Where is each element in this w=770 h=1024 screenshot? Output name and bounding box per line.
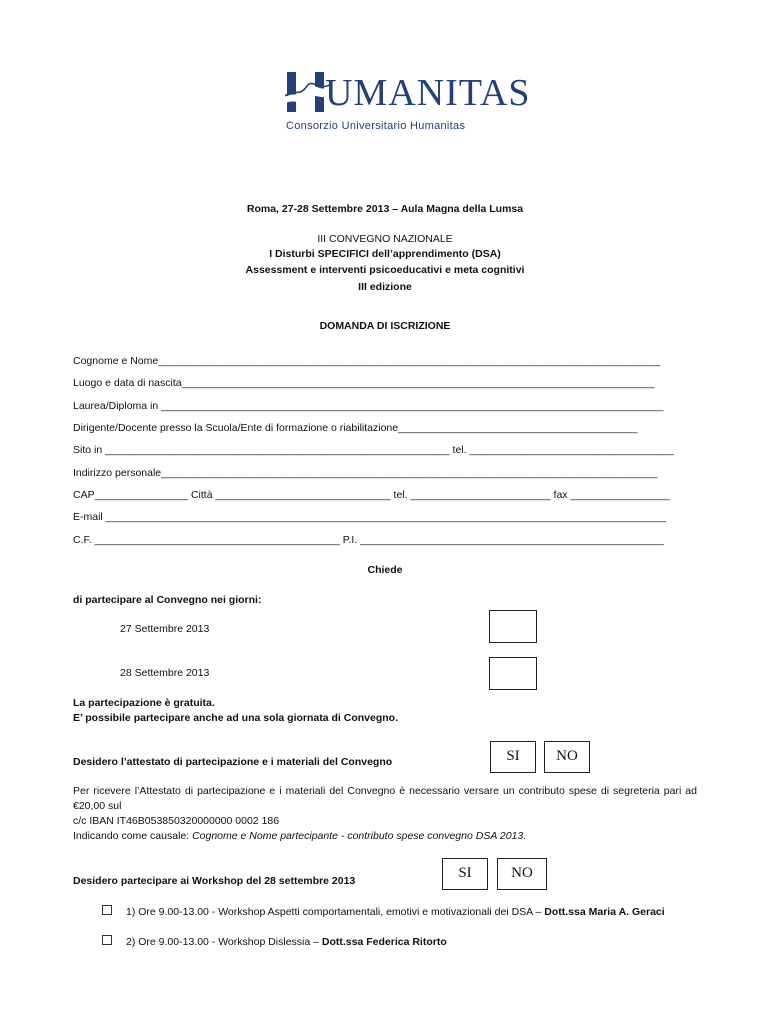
logo-subtitle: Consorzio Universitario Humanitas	[286, 120, 466, 132]
causale-value: Cognome e Nome partecipante - contributo spese convegno DSA 2013.	[192, 830, 527, 842]
workshop-1-speaker: Dott.ssa Maria A. Geraci	[544, 906, 665, 918]
field-indirizzo[interactable]: Indirizzo personale_____________________________________________________________________________________	[73, 467, 658, 479]
free-note: La partecipazione è gratuita.	[73, 697, 215, 709]
iban-line: c/c IBAN IT46B053850320000000 0002 186	[73, 815, 280, 827]
convegno-line: III CONVEGNO NAZIONALE	[317, 233, 453, 245]
logo-wordmark: UMANITAS	[325, 72, 531, 114]
day2-checkbox[interactable]	[489, 657, 537, 690]
workshop-2-checkbox[interactable]	[102, 935, 112, 945]
field-email[interactable]: E-mail ________________________________________________________________________________________________	[73, 511, 667, 523]
field-nascita[interactable]: Luogo e data di nascita_________________________________________________________________________________	[73, 377, 655, 389]
workshop-2-text: 2) Ore 9.00-13.00 - Workshop Dislessia –	[126, 936, 322, 948]
certificate-no-button[interactable]: NO	[544, 741, 590, 773]
chiede-heading: Chiede	[367, 564, 403, 576]
workshop-item-1	[102, 905, 702, 920]
day1-label: 27 Settembre 2013	[120, 623, 210, 635]
workshop-item-2	[102, 935, 702, 950]
field-sito-tel[interactable]: Sito in ___________________________________________________________ tel. ___________________________________	[73, 444, 674, 456]
field-cf-pi[interactable]: C.F. __________________________________________ P.I. ____________________________________________________	[73, 534, 664, 546]
participate-label: di partecipare al Convegno nei giorni:	[73, 594, 262, 606]
day2-label: 28 Settembre 2013	[120, 667, 210, 679]
certificate-si-button[interactable]: SI	[490, 741, 536, 773]
day1-checkbox[interactable]	[489, 610, 537, 643]
workshop-si-button[interactable]: SI	[442, 858, 488, 890]
form-title: DOMANDA DI ISCRIZIONE	[319, 320, 451, 332]
field-nome[interactable]: Cognome e Nome______________________________________________________________________________________	[73, 355, 661, 367]
certificate-question: Desidero l’attestato di partecipazione e i materiali del Convegno	[73, 756, 393, 768]
event-line: Roma, 27-28 Settembre 2013 – Aula Magna della Lumsa	[246, 203, 524, 215]
field-dirigente[interactable]: Dirigente/Docente presso la Scuola/Ente di formazione o riabilitazione_________________________________________	[73, 422, 638, 434]
certificate-info: Per ricevere l’Attestato di partecipazione e i materiali del Convegno è necessario versare un contributo spese di segreteria pari ad €20,00 sul	[73, 785, 697, 812]
edition-line: III edizione	[358, 281, 412, 293]
workshop-no-button[interactable]: NO	[497, 858, 547, 890]
conference-title: I Disturbi SPECIFICI dell’apprendimento (DSA)	[269, 248, 501, 260]
causale-label: Indicando come causale:	[73, 830, 193, 842]
field-laurea[interactable]: Laurea/Diploma in ______________________________________________________________________________________	[73, 400, 664, 412]
single-day-note: E’ possibile partecipare anche ad una sola giornata di Convegno.	[73, 712, 398, 724]
causale-line	[73, 830, 526, 842]
workshop-1-text: 1) Ore 9.00-13.00 - Workshop Aspetti comportamentali, emotivi e motivazionali dei DSA –	[126, 906, 545, 918]
workshop-1-checkbox[interactable]	[102, 905, 112, 915]
workshop-question: Desidero partecipare ai Workshop del 28 settembre 2013	[73, 875, 356, 887]
workshop-2-speaker: Dott.ssa Federica Ritorto	[321, 936, 447, 948]
logo	[285, 68, 531, 138]
conference-subtitle: Assessment e interventi psicoeducativi e meta cognitivi	[245, 264, 525, 276]
field-cap-citta-tel-fax[interactable]: CAP________________ Città ______________________________ tel. ________________________ fax _________________	[73, 489, 670, 501]
